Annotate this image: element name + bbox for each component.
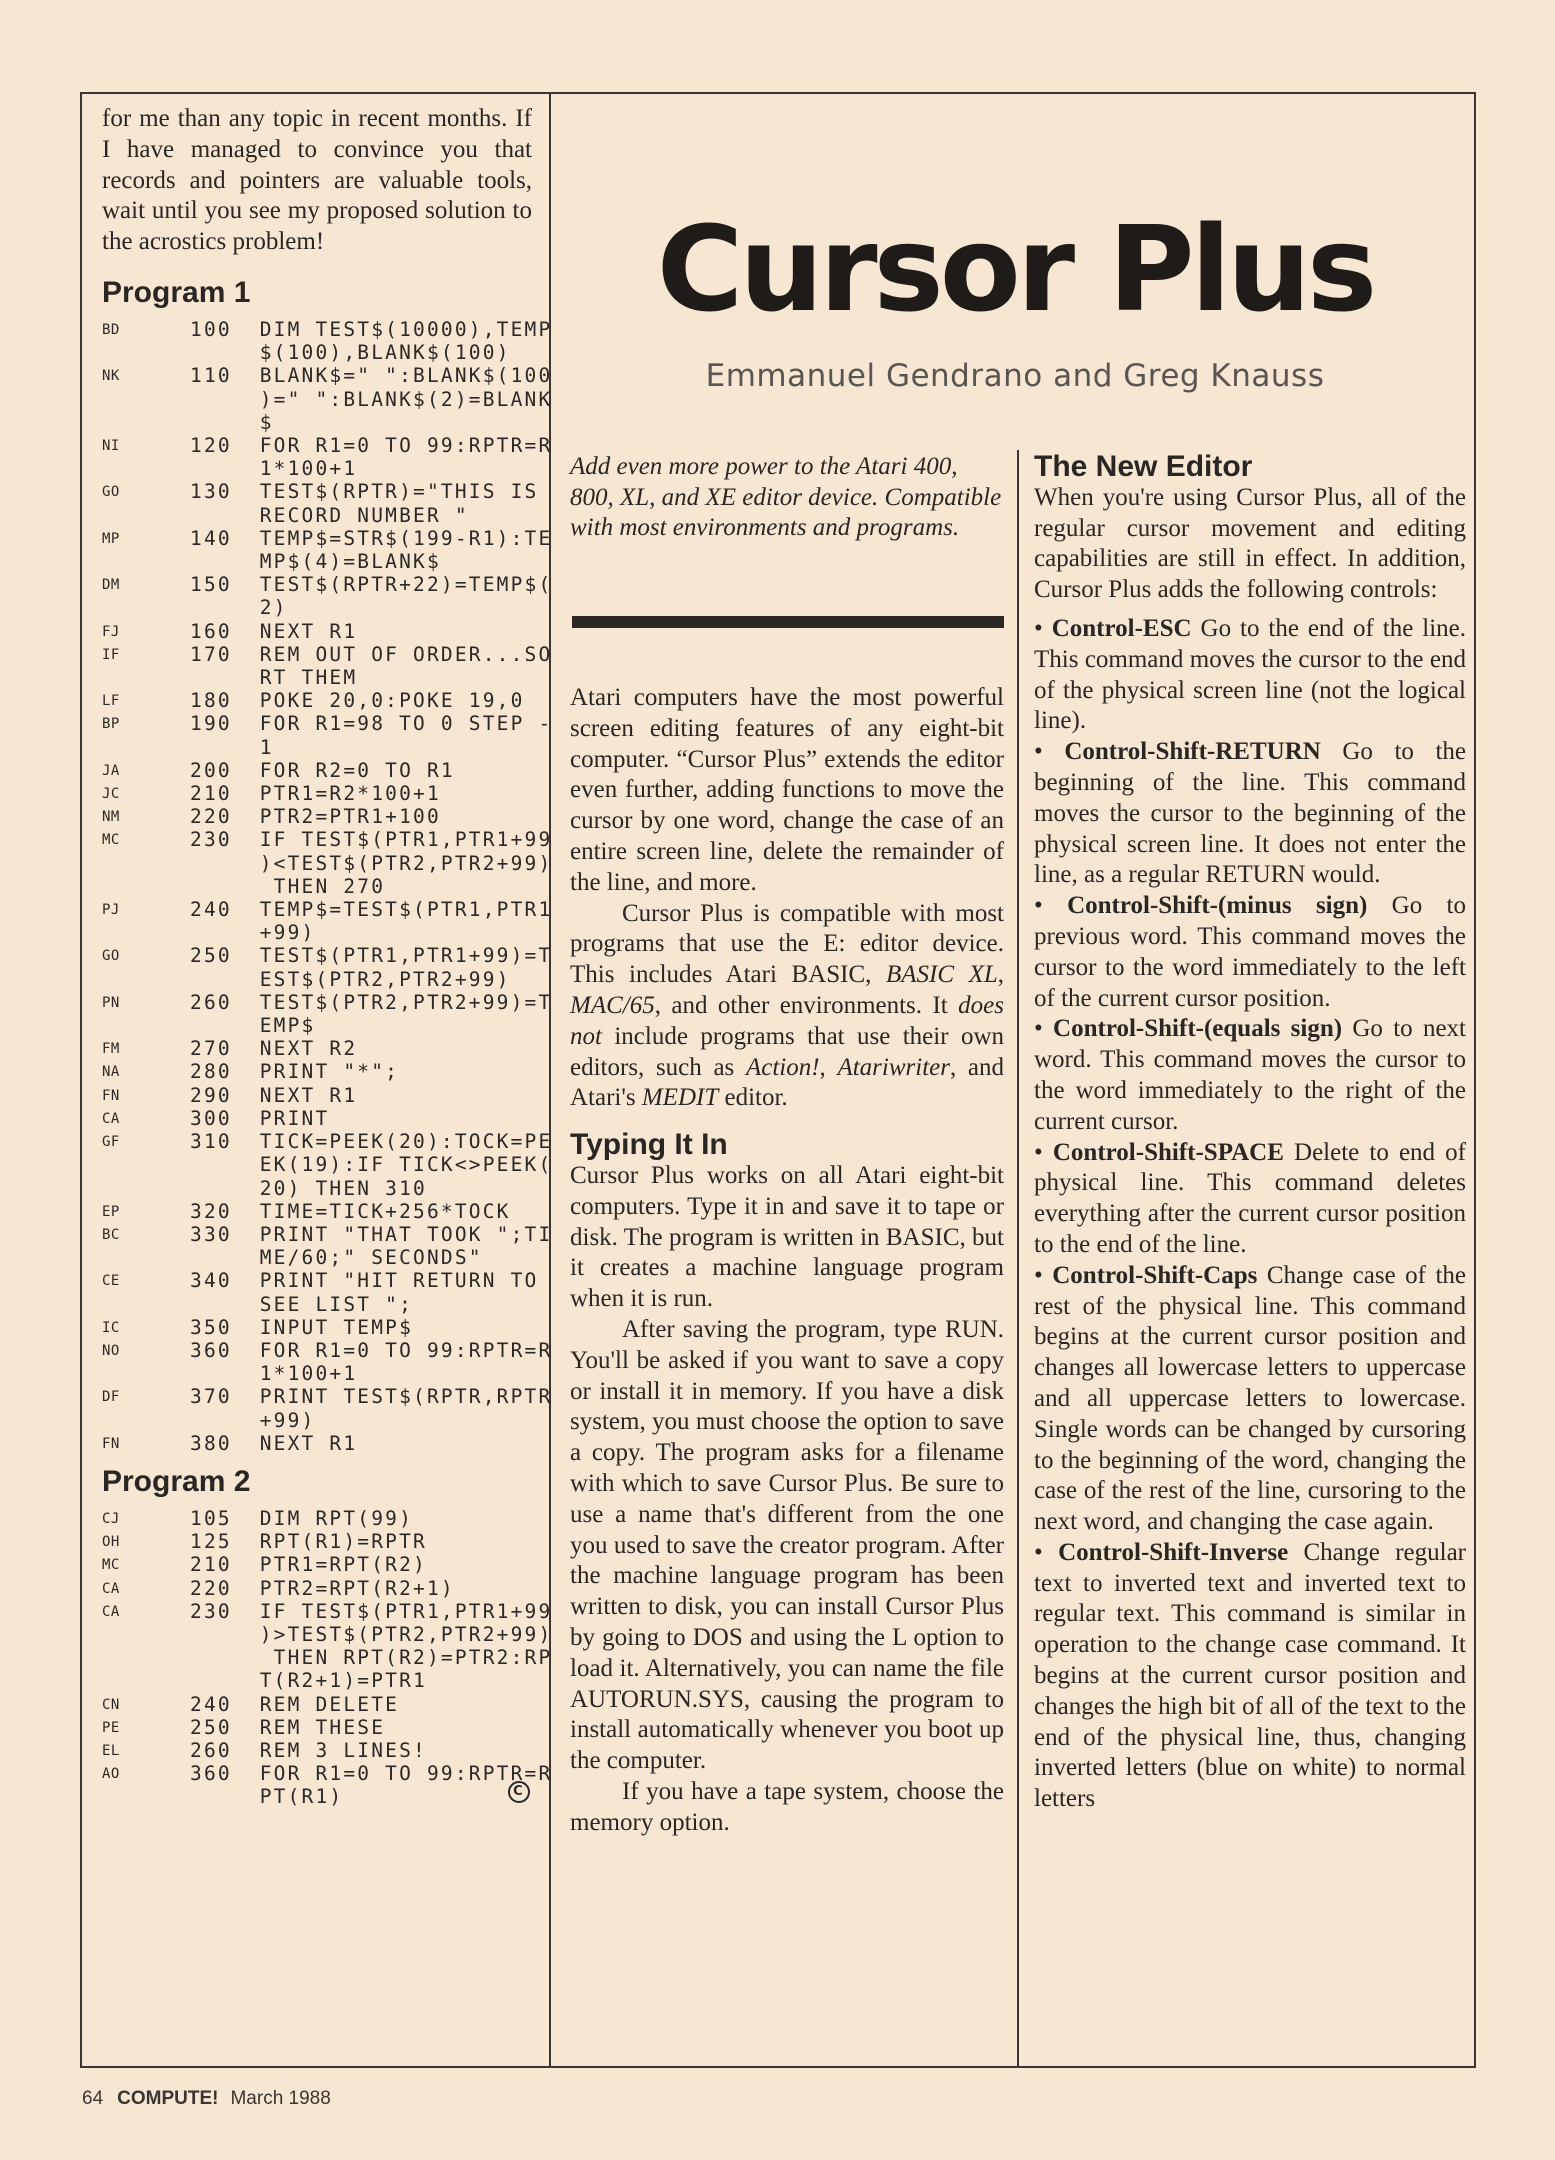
code-text: PT(R1)	[190, 1785, 344, 1809]
checksum-code: CA	[102, 1110, 120, 1127]
control-description: Go to the end of the line. This command moves the cursor to the end of the physical screen line (not the logical line).	[1034, 614, 1466, 735]
code-text: 260 REM 3 LINES!	[190, 1738, 427, 1762]
listing-line	[102, 1507, 532, 1530]
code-text: 360 FOR R1=0 TO 99:RPTR=R	[190, 1338, 553, 1362]
control-item	[1034, 1138, 1466, 1261]
listing-line	[102, 550, 532, 573]
control-description: Change case of the rest of the physical line. This command begins at the current cursor position and changes all lowercase letters to uppercase and all uppercase letters to lowercase. Single words can be changed by cursoring to the beginning of the word, changing the case of the rest of the line, cursoring to the next word, and changing the case again.	[1034, 1261, 1466, 1536]
code-text: 120 FOR R1=0 TO 99:RPTR=R	[190, 434, 553, 457]
typing-paragraph-2: After saving the program, type RUN. You'll be asked if you want to save a copy or install it in memory. If you have a disk system, you must choose the option to save a copy. The program asks for a filename with which to save Cursor Plus. Be sure to use a name that's different from the one you used to save the creator program. After the machine language program has been written to disk, you can install Cursor Plus by going to DOS and using the L option to load it. Alternatively, you can name the file AUTORUN.SYS, causing the program to install automatically whenever you boot up the computer.	[570, 1315, 1004, 1775]
code-text: 230 IF TEST$(PTR1,PTR1+99	[190, 1599, 553, 1623]
middle-column	[570, 452, 1004, 544]
code-text: 350 INPUT TEMP$	[190, 1315, 414, 1339]
checksum-code: FN	[102, 1435, 120, 1452]
checksum-code: LF	[102, 693, 120, 710]
code-text: 1*100+1	[190, 1362, 358, 1386]
code-text: 1*100+1	[190, 457, 358, 481]
code-text: 360 FOR R1=0 TO 99:RPTR=R	[190, 1762, 553, 1786]
listing-line	[102, 1362, 532, 1385]
checksum-code: PJ	[102, 902, 120, 919]
checksum-code: MC	[102, 1557, 120, 1574]
code-text: 320 TIME=TICK+256*TOCK	[190, 1199, 511, 1223]
checksum-code: NA	[102, 1064, 120, 1081]
listing-line	[102, 921, 532, 944]
code-text: 310 TICK=PEEK(20):TOCK=PE	[190, 1130, 553, 1154]
listing-line	[102, 1177, 532, 1200]
code-text: 340 PRINT "HIT RETURN TO	[190, 1269, 539, 1293]
listing-line	[102, 1130, 553, 1154]
control-key: Control-Shift-RETURN	[1064, 738, 1321, 766]
typing-paragraph-1: Cursor Plus works on all Atari eight-bit computers. Type it in and save it to tape or disk. The program is written in BASIC, but it creates a machine language program when it is run.	[570, 1161, 1004, 1313]
checksum-code: DF	[102, 1389, 120, 1406]
control-key: Control-Shift-Inverse	[1058, 1538, 1289, 1566]
listing-line	[102, 1060, 532, 1083]
listing-line	[102, 968, 532, 991]
listing-line	[102, 875, 532, 898]
bullet-icon: •	[1034, 1261, 1053, 1289]
checksum-code: EP	[102, 1203, 120, 1220]
checksum-code: GO	[102, 948, 120, 965]
listing-line	[102, 1037, 532, 1060]
checksum-code: MP	[102, 530, 120, 547]
code-text: $	[190, 410, 274, 434]
listing-line	[102, 1084, 532, 1107]
listing-line	[102, 457, 532, 480]
listing-line	[102, 411, 532, 434]
checksum-code: NI	[102, 438, 120, 454]
deck-rule	[572, 616, 1004, 628]
code-text: EMP$	[190, 1014, 316, 1038]
checksum-code: GO	[102, 484, 120, 501]
control-item	[1034, 891, 1466, 1014]
code-text: 210 PTR1=RPT(R2)	[190, 1553, 427, 1577]
column-divider-2	[1017, 450, 1019, 2068]
control-key: Control-Shift-(minus sign)	[1067, 892, 1368, 920]
control-item	[1034, 1538, 1466, 1815]
control-item	[1034, 614, 1466, 737]
magazine-name: COMPUTE!	[117, 2088, 219, 2109]
checksum-code: FM	[102, 1041, 120, 1058]
code-text: 300 PRINT	[190, 1106, 330, 1130]
checksum-code: EL	[102, 1742, 120, 1759]
typing-it-in-heading: Typing It In	[570, 1128, 728, 1162]
code-text: RT THEM	[190, 666, 358, 690]
listing-line	[102, 596, 532, 619]
intro-paragraph-2: Cursor Plus is compatible with most programs that use the E: editor device. This includes Atari BASIC, BASIC XL, MAC/65, and other environments. It does not include programs that use their own editors, such as Action!, Atariwriter, and Atari's MEDIT editor.	[570, 899, 1004, 1112]
listing-line	[102, 387, 553, 411]
program-2-listing	[102, 1506, 553, 1809]
code-text: 105 DIM RPT(99)	[190, 1506, 414, 1530]
copyright-end-icon: C	[508, 1781, 530, 1803]
checksum-code: JA	[102, 762, 120, 779]
code-text: SEE LIST ";	[190, 1292, 414, 1316]
code-text: 200 FOR R2=0 TO R1	[190, 758, 455, 782]
code-text: 230 IF TEST$(PTR1,PTR1+99	[190, 828, 553, 852]
checksum-code: FJ	[102, 623, 120, 640]
listing-line	[102, 1622, 553, 1646]
bullet-icon: •	[1034, 1538, 1059, 1566]
listing-line	[102, 1432, 532, 1455]
listing-line	[102, 1553, 532, 1576]
code-text: 160 NEXT R1	[190, 619, 358, 643]
code-text: EST$(PTR2,PTR2+99)	[190, 967, 511, 991]
code-text: 280 PRINT "*";	[190, 1060, 400, 1084]
checksum-code: BD	[102, 321, 120, 338]
checksum-code: JC	[102, 786, 120, 803]
code-text: )>TEST$(PTR2,PTR2+99)	[190, 1622, 553, 1646]
control-description: Change regular text to inverted text and inverted text to regular text. This command is similar in operation to the change case command. It begins at the current cursor position and changes the high bit of all of the text to the end of the physical line, thus, changing inverted letters (blue on white) to normal letters	[1034, 1538, 1466, 1813]
article-deck: Add even more power to the Atari 400, 800, XL, and XE editor device. Compatible with most environments and programs.	[570, 453, 1002, 541]
bullet-icon: •	[1034, 892, 1068, 920]
code-text: ME/60;" SECONDS"	[190, 1246, 483, 1270]
code-text: 260 TEST$(PTR2,PTR2+99)=T	[190, 990, 553, 1014]
checksum-code: CA	[102, 1603, 120, 1620]
listing-line	[102, 1153, 553, 1177]
checksum-code: AO	[102, 1766, 120, 1783]
listing-line	[102, 1669, 532, 1692]
code-text: +99)	[190, 1408, 316, 1432]
control-description: Go to next word. This command moves the cursor to the word immediately to the right of the current cursor.	[1034, 1015, 1466, 1135]
code-text: )=" ":BLANK$(2)=BLANK	[190, 387, 553, 411]
listing-line	[102, 642, 553, 666]
article-byline: Emmanuel Gendrano and Greg Knauss	[705, 358, 1325, 394]
page-number: 64	[82, 2088, 104, 2109]
code-text: MP$(4)=BLANK$	[190, 550, 441, 574]
code-text: 240 TEMP$=TEST$(PTR1,PTR1	[190, 898, 553, 922]
listing-line	[102, 573, 553, 597]
code-text: 150 TEST$(RPTR+22)=TEMP$(	[190, 573, 553, 597]
code-text: 380 NEXT R1	[190, 1431, 358, 1455]
listing-line	[102, 898, 553, 922]
code-text: +99)	[190, 921, 316, 945]
checksum-code: BC	[102, 1226, 120, 1243]
code-text: 2)	[190, 596, 288, 620]
checksum-code: FN	[102, 1087, 120, 1104]
listing-line	[102, 526, 553, 550]
middle-body	[570, 683, 1004, 1838]
control-description: Delete to end of physical line. This command deletes everything after the current cursor position to the end of the line.	[1034, 1138, 1466, 1258]
code-text: )<TEST$(PTR2,PTR2+99)	[190, 851, 553, 875]
checksum-code: OH	[102, 1534, 120, 1551]
code-text: 180 POKE 20,0:POKE 19,0	[190, 689, 525, 713]
listing-line	[102, 480, 539, 504]
listing-line	[102, 1338, 553, 1362]
listing-line	[102, 1577, 532, 1600]
code-text: 270 NEXT R2	[190, 1037, 358, 1061]
intro-paragraph-1: Atari computers have the most powerful screen editing features of any eight-bit computer. “Cursor Plus” extends the editor even further, adding functions to move the cursor by one word, change the case of an entire screen line, delete the remainder of the line, and more.	[570, 684, 1004, 896]
listing-line	[102, 1762, 553, 1786]
bullet-icon: •	[1034, 614, 1052, 642]
code-text: 330 PRINT "THAT TOOK ";TI	[190, 1222, 553, 1246]
left-column	[102, 104, 553, 1809]
issue-date: March 1988	[230, 2088, 331, 2109]
code-text: 250 REM THESE	[190, 1715, 386, 1739]
code-text: 220 PTR2=PTR1+100	[190, 805, 441, 829]
checksum-code: NM	[102, 809, 120, 826]
code-text: 100 DIM TEST$(10000),TEMP	[190, 317, 553, 341]
listing-line	[102, 782, 532, 805]
code-text: 125 RPT(R1)=RPTR	[190, 1530, 427, 1554]
program-1-heading: Program 1	[102, 275, 251, 309]
code-text: RECORD NUMBER "	[190, 503, 469, 527]
checksum-code: NO	[102, 1342, 120, 1359]
code-text: 190 FOR R1=98 TO 0 STEP -	[190, 712, 553, 736]
listing-line	[102, 759, 532, 782]
listing-line	[102, 805, 532, 828]
listing-line	[102, 1246, 532, 1269]
checksum-code: PE	[102, 1719, 120, 1736]
editor-intro: When you're using Cursor Plus, all of the regular cursor movement and editing capabilities are still in effect. In addition, Cursor Plus adds the following controls:	[1034, 483, 1466, 604]
code-text: $(100),BLANK$(100)	[190, 341, 511, 365]
listing-line	[102, 990, 553, 1014]
code-text: 170 REM OUT OF ORDER...SO	[190, 642, 553, 666]
listing-line	[102, 1716, 532, 1739]
listing-line	[102, 851, 553, 875]
listing-line	[102, 1316, 532, 1339]
checksum-code: BP	[102, 716, 120, 733]
listing-line	[102, 1014, 532, 1037]
listing-line	[102, 1107, 532, 1130]
program-2-heading: Program 2	[102, 1464, 251, 1498]
code-text: 1	[190, 735, 274, 759]
control-item	[1034, 1014, 1466, 1137]
right-column	[1034, 452, 1466, 1815]
listing-line	[102, 1739, 532, 1762]
listing-line	[102, 712, 553, 736]
bullet-icon: •	[1034, 1015, 1054, 1043]
code-text: 130 TEST$(RPTR)="THIS IS	[190, 480, 539, 504]
listing-line	[102, 1599, 553, 1623]
checksum-code: MC	[102, 832, 120, 849]
listing-line	[102, 1222, 553, 1246]
control-description: Go to previous word. This command moves the cursor to the word immediately to the left of the current cursor position.	[1034, 892, 1466, 1012]
typing-paragraph-3: If you have a tape system, choose the memory option.	[570, 1777, 1004, 1836]
listing-line	[102, 364, 553, 388]
control-key: Control-Shift-Caps	[1052, 1261, 1258, 1289]
listing-line	[102, 504, 532, 527]
controls-list	[1034, 614, 1466, 1815]
code-text: THEN 270	[190, 874, 386, 898]
checksum-code: CA	[102, 1580, 120, 1597]
control-description: Go to the beginning of the line. This command moves the cursor to the beginning of the physical screen line. It does not enter the line, as a regular RETURN would.	[1034, 738, 1466, 889]
code-text: 210 PTR1=R2*100+1	[190, 782, 441, 806]
listing-line	[102, 1409, 532, 1432]
code-text: 20) THEN 310	[190, 1176, 427, 1200]
listing-line	[102, 1293, 532, 1316]
checksum-code: PN	[102, 994, 120, 1011]
page-footer	[82, 2088, 331, 2110]
checksum-code: CN	[102, 1696, 120, 1713]
checksum-code: GF	[102, 1134, 120, 1151]
control-item	[1034, 737, 1466, 891]
bullet-icon: •	[1034, 738, 1065, 766]
listing-line	[102, 828, 553, 852]
code-text: 110 BLANK$=" ":BLANK$(100	[190, 364, 553, 388]
article-title: Cursor Plus	[656, 200, 1374, 338]
bullet-icon: •	[1034, 1138, 1053, 1166]
listing-line	[102, 666, 532, 689]
code-text: THEN RPT(R2)=PTR2:RP	[190, 1646, 553, 1670]
checksum-code: CJ	[102, 1510, 120, 1527]
control-key: Control-Shift-SPACE	[1052, 1138, 1284, 1166]
checksum-code: DM	[102, 577, 120, 594]
code-text: T(R2+1)=PTR1	[190, 1669, 427, 1693]
checksum-code: CE	[102, 1273, 120, 1290]
listing-line	[102, 736, 532, 759]
checksum-code: NK	[102, 368, 120, 385]
listing-line	[102, 1200, 532, 1223]
code-text: 370 PRINT TEST$(RPTR,RPTR	[190, 1385, 553, 1409]
new-editor-heading: The New Editor	[1034, 450, 1253, 483]
checksum-code: IC	[102, 1319, 120, 1336]
control-key: Control-Shift-(equals sign)	[1053, 1015, 1343, 1043]
code-text: 250 TEST$(PTR1,PTR1+99)=T	[190, 944, 553, 968]
control-key: Control-ESC	[1051, 614, 1192, 642]
listing-line	[102, 317, 553, 341]
listing-line	[102, 1530, 532, 1553]
code-text: EK(19):IF TICK<>PEEK(	[190, 1153, 553, 1177]
listing-line	[102, 620, 532, 643]
listing-line	[102, 341, 532, 364]
checksum-code: IF	[102, 646, 120, 663]
listing-line	[102, 1693, 532, 1716]
code-text: 240 REM DELETE	[190, 1692, 400, 1716]
listing-line	[102, 1269, 539, 1293]
listing-line	[102, 1646, 553, 1670]
listing-line	[102, 434, 553, 457]
listing-line	[102, 1385, 553, 1409]
control-item	[1034, 1261, 1466, 1538]
listing-line	[102, 944, 553, 968]
listing-line	[102, 1785, 532, 1808]
left-intro-text: for me than any topic in recent months. If I have managed to convince you that records and pointers are valuable tools, wait until you see my proposed solution to the acrostics problem!	[102, 105, 532, 256]
program-1-listing	[102, 317, 553, 1455]
code-text: 220 PTR2=RPT(R2+1)	[190, 1576, 455, 1600]
code-text: 290 NEXT R1	[190, 1083, 358, 1107]
listing-line	[102, 689, 532, 712]
code-text: 140 TEMP$=STR$(199-R1):TE	[190, 526, 553, 550]
